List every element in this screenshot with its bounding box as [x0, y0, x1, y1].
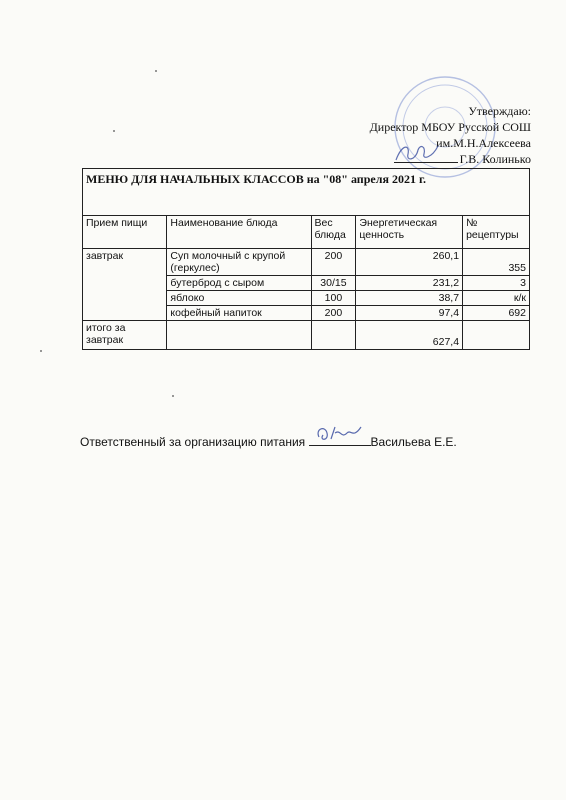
responsible-signature: [313, 421, 365, 447]
dish-energy: 38,7: [356, 291, 463, 306]
total-row: [83, 321, 530, 350]
scan-speck: [155, 70, 157, 72]
table-row: [83, 249, 530, 276]
dish-weight: 30/15: [311, 276, 356, 291]
header-weight: Вес блюда: [311, 216, 356, 249]
header-recipe: № рецептуры: [463, 216, 530, 249]
responsible-signature-line: [309, 433, 371, 446]
dish-weight: 200: [311, 249, 356, 276]
header-meal: Прием пищи: [83, 216, 167, 249]
menu-title: МЕНЮ ДЛЯ НАЧАЛЬНЫХ КЛАССОВ на "08" апреля 2021 г.: [83, 169, 530, 216]
approval-position: Директор МБОУ Русской СОШ: [369, 120, 531, 134]
scan-speck: [172, 395, 174, 397]
dish-recipe: 355: [463, 249, 530, 276]
approval-heading: Утверждаю:: [468, 104, 531, 118]
header-energy: Энергетическая ценность: [356, 216, 463, 249]
total-empty-cell: [167, 321, 311, 350]
dish-name: Суп молочный с крупой (геркулес): [167, 249, 311, 276]
director-signature: [392, 140, 442, 166]
total-empty-cell: [463, 321, 530, 350]
dish-name: кофейный напиток: [167, 306, 311, 321]
dish-energy: 97,4: [356, 306, 463, 321]
approval-director-name: Г.В. Колинько: [459, 152, 531, 166]
approval-school: им.М.Н.Алексеева: [436, 136, 531, 150]
menu-table: [82, 168, 530, 350]
meal-name: завтрак: [83, 249, 167, 321]
dish-weight: 100: [311, 291, 356, 306]
dish-energy: 260,1: [356, 249, 463, 276]
dish-energy: 231,2: [356, 276, 463, 291]
responsible-name: Васильева Е.Е.: [370, 435, 457, 449]
dish-name: бутерброд с сыром: [167, 276, 311, 291]
dish-recipe: к/к: [463, 291, 530, 306]
dish-recipe: 692: [463, 306, 530, 321]
dish-recipe: 3: [463, 276, 530, 291]
scan-speck: [113, 130, 115, 132]
dish-weight: 200: [311, 306, 356, 321]
responsible-line: [80, 433, 457, 449]
header-dish: Наименование блюда: [167, 216, 311, 249]
total-energy: 627,4: [356, 321, 463, 350]
total-empty-cell: [311, 321, 356, 350]
dish-name: яблоко: [167, 291, 311, 306]
scan-speck: [40, 350, 42, 352]
responsible-label: Ответственный за организацию питания: [80, 435, 306, 449]
total-label: итого за завтрак: [83, 321, 167, 350]
